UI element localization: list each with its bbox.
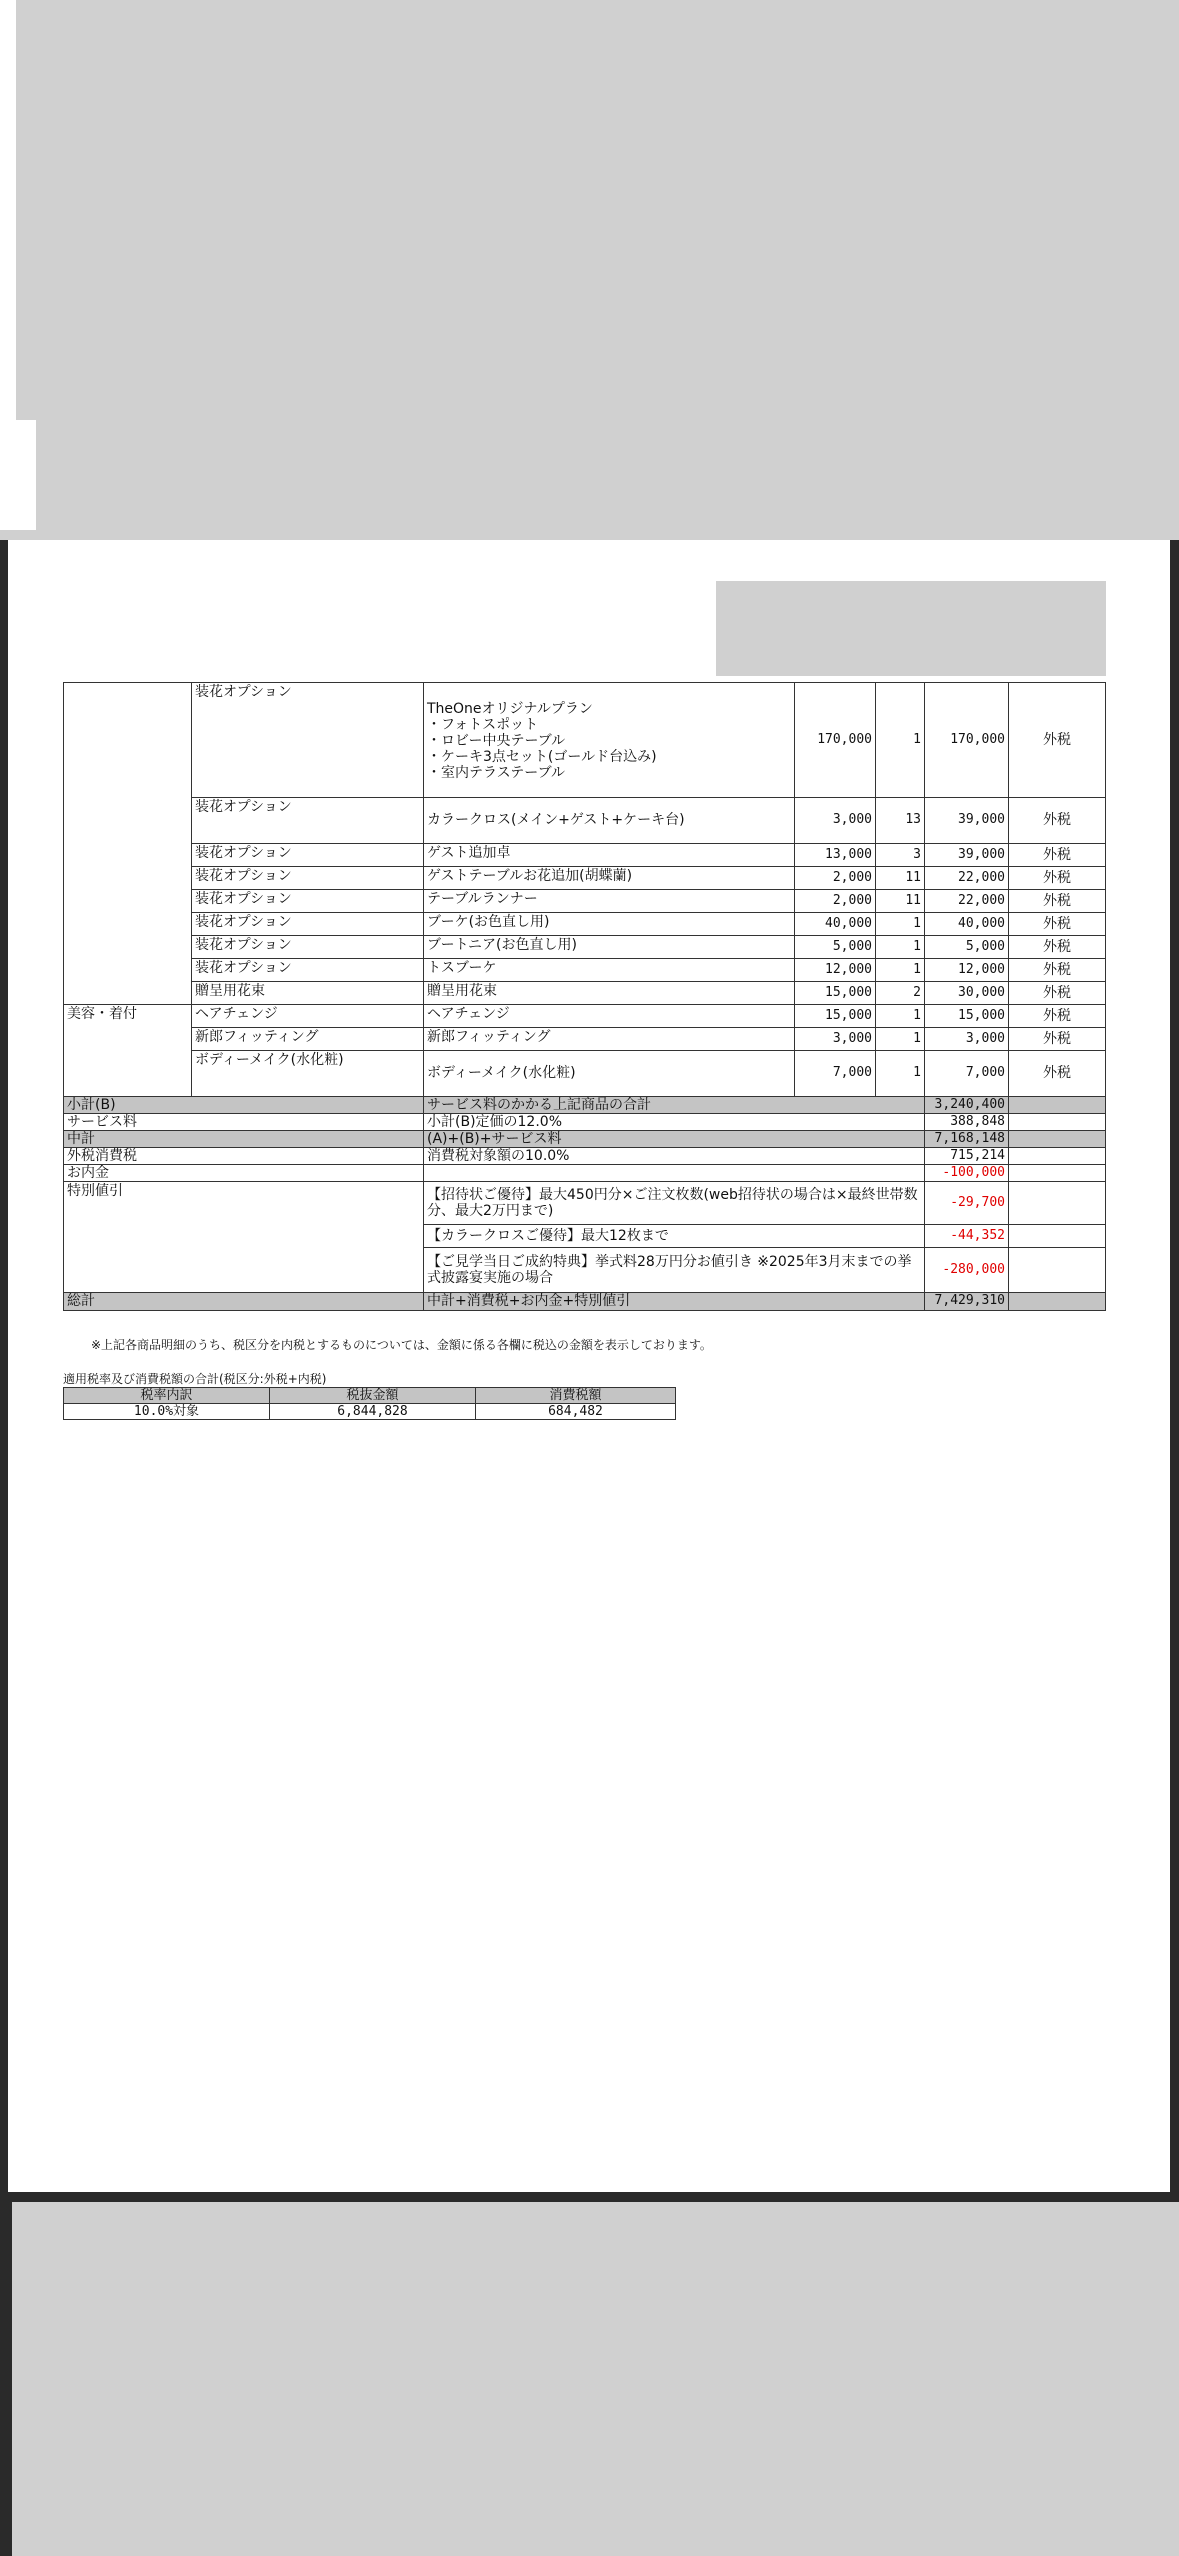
table-row: [64, 1005, 1106, 1028]
item-category: [64, 982, 192, 1005]
table-row: [64, 798, 1106, 844]
item-name: 装花オプション: [192, 798, 424, 844]
summary-label: サービス料: [64, 1114, 424, 1131]
item-detail-line: ゲストテーブルお花追加(胡蝶蘭): [427, 868, 633, 884]
discount-blank: [1009, 1248, 1106, 1293]
summary-description: (A)+(B)+サービス料: [424, 1131, 925, 1148]
estimate-table: [63, 682, 1106, 1311]
tax-summary-table: [63, 1387, 676, 1420]
summary-label: 総計: [64, 1293, 424, 1310]
item-detail: [424, 1005, 795, 1028]
discount-label: 特別値引: [64, 1182, 424, 1293]
item-name: 装花オプション: [192, 936, 424, 959]
page-edge-strip: [0, 0, 16, 420]
table-row: [64, 959, 1106, 982]
item-amount: 39,000: [925, 798, 1009, 844]
tax-amount: 684,482: [476, 1404, 676, 1420]
item-amount: 3,000: [925, 1028, 1009, 1051]
item-detail-line: ・室内テラステーブル: [427, 765, 566, 782]
summary-label: お内金: [64, 1165, 424, 1182]
item-tax-class: 外税: [1009, 683, 1106, 798]
item-name: 贈呈用花束: [192, 982, 424, 1005]
item-detail-line: ・ケーキ3点セット(ゴールド台込み): [427, 749, 657, 766]
item-detail-line: トスブーケ: [427, 960, 497, 976]
summary-amount: 3,240,400: [925, 1097, 1009, 1114]
item-detail: [424, 798, 795, 844]
tax-header-tax: 消費税額: [476, 1388, 676, 1404]
item-quantity: 3: [876, 844, 925, 867]
table-row: [64, 1028, 1106, 1051]
summary-blank: [1009, 1293, 1106, 1310]
tax-rate: 10.0%対象: [64, 1404, 270, 1420]
item-amount: 40,000: [925, 913, 1009, 936]
table-row: [64, 683, 1106, 798]
discount-blank: [1009, 1182, 1106, 1225]
summary-blank: [1009, 1148, 1106, 1165]
item-quantity: 13: [876, 798, 925, 844]
item-detail-line: ブートニア(お色直し用): [427, 937, 577, 953]
summary-amount: -100,000: [925, 1165, 1009, 1182]
item-amount: 22,000: [925, 890, 1009, 913]
discount-amount: -280,000: [925, 1248, 1009, 1293]
item-detail-line: カラークロス(メイン+ゲスト+ケーキ台): [427, 812, 685, 829]
item-category: [64, 890, 192, 913]
item-unit-price: 3,000: [795, 798, 876, 844]
summary-label: 小計(B): [64, 1097, 424, 1114]
item-detail: [424, 982, 795, 1005]
item-detail: [424, 959, 795, 982]
item-tax-class: 外税: [1009, 936, 1106, 959]
item-tax-class: 外税: [1009, 1028, 1106, 1051]
item-unit-price: 13,000: [795, 844, 876, 867]
item-detail: [424, 844, 795, 867]
item-detail: [424, 890, 795, 913]
item-amount: 7,000: [925, 1051, 1009, 1097]
item-category: [64, 844, 192, 867]
summary-description: [424, 1165, 925, 1182]
table-row: [64, 982, 1106, 1005]
item-detail-line: ヘアチェンジ: [427, 1006, 510, 1022]
summary-row-service: [64, 1114, 1106, 1131]
table-row: [64, 890, 1106, 913]
item-quantity: 11: [876, 867, 925, 890]
table-row: [64, 913, 1106, 936]
item-detail-line: テーブルランナー: [427, 891, 538, 907]
tax-footnote: ※上記各商品明細のうち、税区分を内税とするものについては、金額に係る各欄に税込の金額を表示しております。: [91, 1338, 712, 1352]
item-detail-line: ブーケ(お色直し用): [427, 914, 550, 930]
item-name: ヘアチェンジ: [192, 1005, 424, 1028]
item-unit-price: 7,000: [795, 1051, 876, 1097]
item-detail-line: 新郎フィッティング: [427, 1029, 551, 1045]
item-detail: [424, 1028, 795, 1051]
item-unit-price: 5,000: [795, 936, 876, 959]
summary-blank: [1009, 1131, 1106, 1148]
item-detail: [424, 1051, 795, 1097]
item-tax-class: 外税: [1009, 798, 1106, 844]
item-category: [64, 913, 192, 936]
item-unit-price: 15,000: [795, 1005, 876, 1028]
summary-row-total: [64, 1293, 1106, 1310]
item-category: [64, 1028, 192, 1051]
item-detail: [424, 913, 795, 936]
item-tax-class: 外税: [1009, 867, 1106, 890]
summary-description: 小計(B)定価の12.0%: [424, 1114, 925, 1131]
item-category: [64, 959, 192, 982]
item-name: 装花オプション: [192, 890, 424, 913]
item-quantity: 1: [876, 1028, 925, 1051]
summary-description: 消費税対象額の10.0%: [424, 1148, 925, 1165]
item-name: 装花オプション: [192, 959, 424, 982]
item-unit-price: 2,000: [795, 867, 876, 890]
item-detail-line: ゲスト追加卓: [427, 845, 511, 861]
item-tax-class: 外税: [1009, 982, 1106, 1005]
item-category: [64, 1051, 192, 1097]
item-unit-price: 40,000: [795, 913, 876, 936]
item-unit-price: 3,000: [795, 1028, 876, 1051]
item-amount: 170,000: [925, 683, 1009, 798]
summary-blank: [1009, 1165, 1106, 1182]
item-unit-price: 170,000: [795, 683, 876, 798]
item-amount: 5,000: [925, 936, 1009, 959]
item-category: [64, 798, 192, 844]
summary-row-subtotal_b: [64, 1097, 1106, 1114]
table-row: [64, 1051, 1106, 1097]
item-detail-line: ・ロビー中央テーブル: [427, 733, 566, 750]
tax-table-caption: 適用税率及び消費税額の合計(税区分:外税+内税): [63, 1372, 327, 1386]
discount-description: 【招待状ご優待】最大450円分×ご注文枚数(web招待状の場合は×最終世帯数分、最大2万円まで): [424, 1182, 925, 1225]
summary-blank: [1009, 1097, 1106, 1114]
summary-description: 中計+消費税+お内金+特別値引: [424, 1293, 925, 1310]
item-quantity: 1: [876, 683, 925, 798]
item-unit-price: 2,000: [795, 890, 876, 913]
item-quantity: 1: [876, 936, 925, 959]
item-category: [64, 867, 192, 890]
summary-row-tax: [64, 1148, 1106, 1165]
tax-header-rate: 税率内訳: [64, 1388, 270, 1404]
table-row: [64, 867, 1106, 890]
item-category: [64, 936, 192, 959]
item-detail: [424, 683, 795, 798]
summary-description: サービス料のかかる上記商品の合計: [424, 1097, 925, 1114]
item-amount: 30,000: [925, 982, 1009, 1005]
item-detail: [424, 936, 795, 959]
item-name: 新郎フィッティング: [192, 1028, 424, 1051]
discount-description: 【カラークロスご優待】最大12枚まで: [424, 1225, 925, 1248]
discount-blank: [1009, 1225, 1106, 1248]
item-unit-price: 15,000: [795, 982, 876, 1005]
summary-label: 外税消費税: [64, 1148, 424, 1165]
tax-taxable-amount: 6,844,828: [270, 1404, 476, 1420]
item-detail-line: ボディーメイク(水化粧): [427, 1065, 576, 1082]
summary-amount: 388,848: [925, 1114, 1009, 1131]
item-amount: 12,000: [925, 959, 1009, 982]
summary-amount: 7,168,148: [925, 1131, 1009, 1148]
item-amount: 22,000: [925, 867, 1009, 890]
summary-amount: 7,429,310: [925, 1293, 1009, 1310]
table-row: [64, 936, 1106, 959]
item-amount: 15,000: [925, 1005, 1009, 1028]
tax-header-taxable: 税抜金額: [270, 1388, 476, 1404]
item-detail-line: ・フォトスポット: [427, 717, 539, 734]
redacted-stamp-box: [716, 581, 1106, 676]
discount-row: [64, 1182, 1106, 1225]
item-tax-class: 外税: [1009, 1005, 1106, 1028]
discount-amount: -29,700: [925, 1182, 1009, 1225]
summary-label: 中計: [64, 1131, 424, 1148]
item-quantity: 1: [876, 959, 925, 982]
item-amount: 39,000: [925, 844, 1009, 867]
item-quantity: 1: [876, 1005, 925, 1028]
item-name: 装花オプション: [192, 844, 424, 867]
summary-row-midtotal: [64, 1131, 1106, 1148]
item-name: 装花オプション: [192, 683, 424, 798]
table-row: [64, 844, 1106, 867]
item-quantity: 1: [876, 1051, 925, 1097]
discount-amount: -44,352: [925, 1225, 1009, 1248]
item-name: 装花オプション: [192, 913, 424, 936]
item-name: ボディーメイク(水化粧): [192, 1051, 424, 1097]
page-edge-dark: [0, 420, 36, 530]
item-quantity: 11: [876, 890, 925, 913]
summary-blank: [1009, 1114, 1106, 1131]
item-detail-line: 贈呈用花束: [427, 983, 497, 999]
item-tax-class: 外税: [1009, 1051, 1106, 1097]
item-detail: [424, 867, 795, 890]
item-tax-class: 外税: [1009, 959, 1106, 982]
item-detail-line: TheOneオリジナルプラン: [427, 701, 593, 717]
redacted-header-block-lower: [36, 420, 1179, 540]
item-quantity: 2: [876, 982, 925, 1005]
item-quantity: 1: [876, 913, 925, 936]
discount-description: 【ご見学当日ご成約特典】挙式料28万円分お値引き ※2025年3月末までの挙式披露宴実施の場合: [424, 1248, 925, 1293]
item-tax-class: 外税: [1009, 844, 1106, 867]
redacted-footer-block: [12, 2202, 1179, 2556]
summary-amount: 715,214: [925, 1148, 1009, 1165]
item-category: [64, 683, 192, 798]
summary-row-deposit: [64, 1165, 1106, 1182]
item-category: 美容・着付: [64, 1005, 192, 1028]
item-tax-class: 外税: [1009, 890, 1106, 913]
item-unit-price: 12,000: [795, 959, 876, 982]
item-tax-class: 外税: [1009, 913, 1106, 936]
item-name: 装花オプション: [192, 867, 424, 890]
